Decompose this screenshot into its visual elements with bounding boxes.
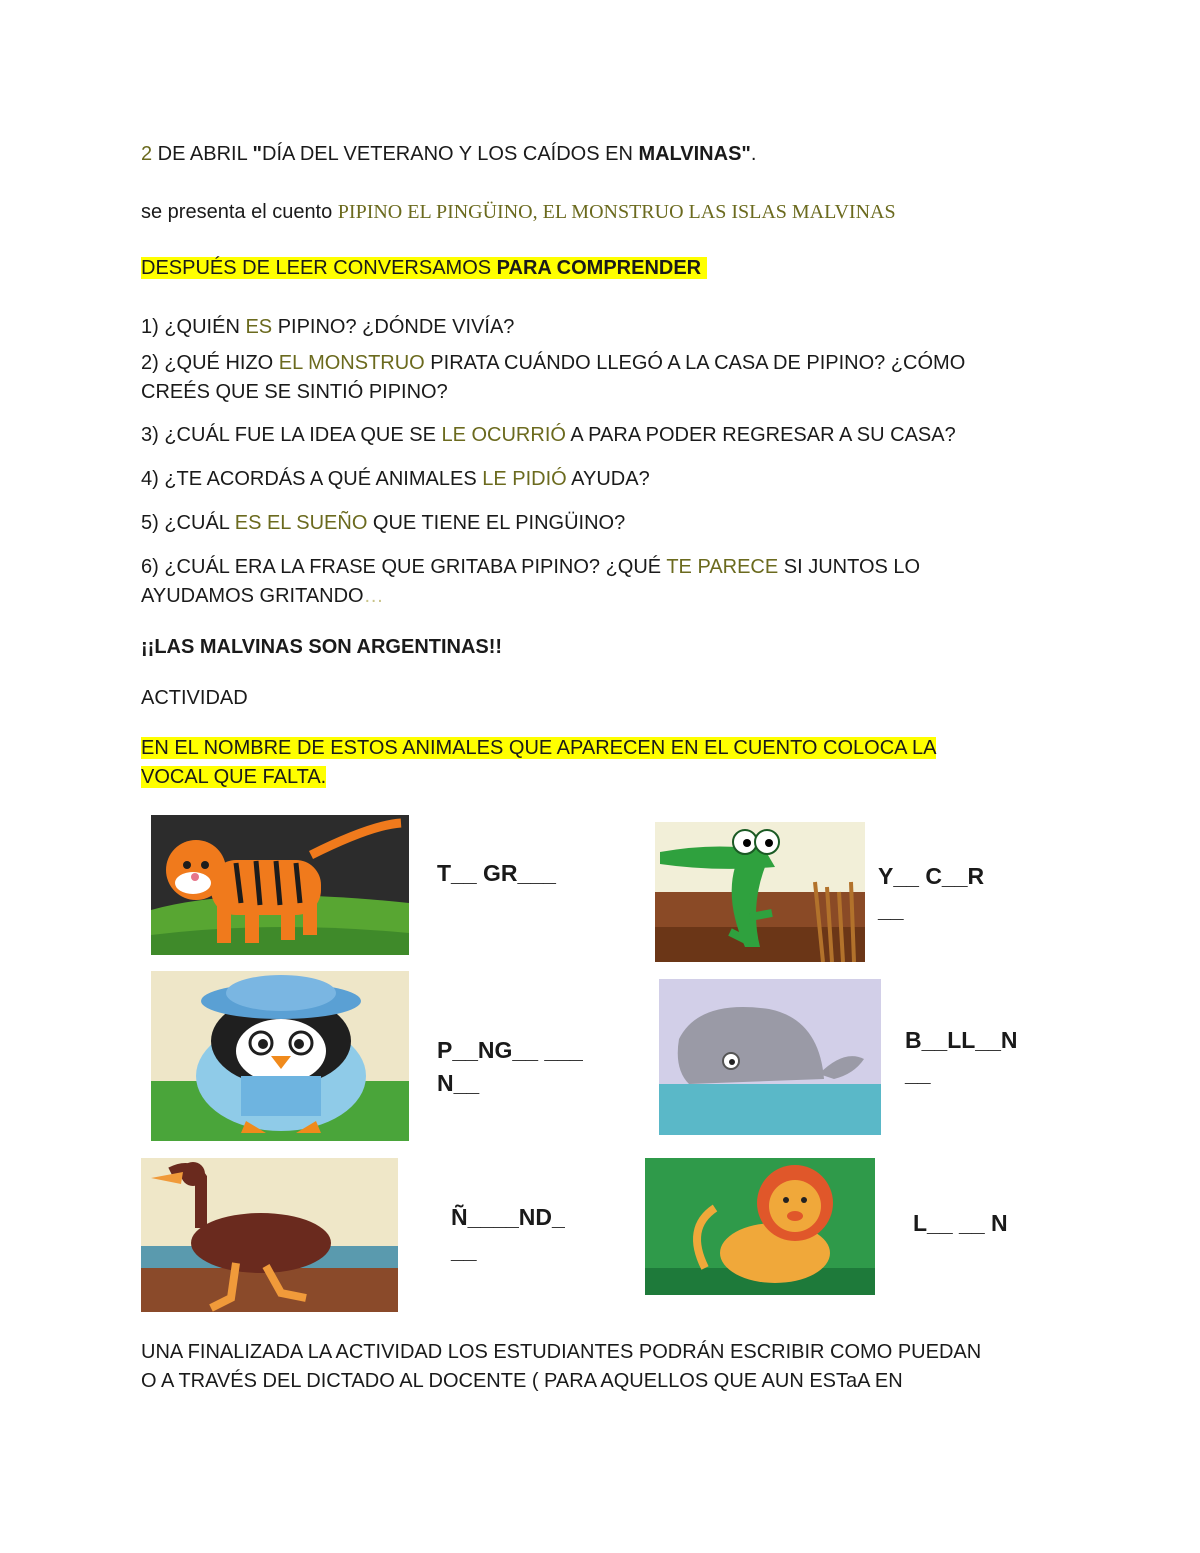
tiger-word: T__ GR___ [437, 860, 556, 886]
question-5: 5) ¿CUÁL ES EL SUEÑO QUE TIENE EL PINGÜINO? [141, 512, 626, 534]
question-2-cont: CREÉS QUE SE SINTIÓ PIPINO? [141, 381, 448, 403]
activity-label: ACTIVIDAD [141, 687, 248, 709]
whale-image [659, 979, 881, 1135]
crocodile-word-line-1: Y__ C__R [878, 863, 985, 889]
instruction-line-1: EN EL NOMBRE DE ESTOS ANIMALES QUE APARECEN EN EL CUENTO COLOCA LA [141, 737, 937, 759]
rhea-word-line-1: Ñ____ND_ [451, 1204, 565, 1230]
question-3: 3) ¿CUÁL FUE LA IDEA QUE SE LE OCURRIÓ A PARA PODER REGRESAR A SU CASA? [141, 424, 956, 446]
closing-line-1: UNA FINALIZADA LA ACTIVIDAD LOS ESTUDIANTES PODRÁN ESCRIBIR COMO PUEDAN [141, 1341, 982, 1363]
penguin-word-line-2: N__ [437, 1070, 480, 1096]
question-2: 2) ¿QUÉ HIZO EL MONSTRUO PIRATA CUÁNDO LLEGÓ A LA CASA DE PIPINO? ¿CÓMO [141, 352, 966, 374]
rhea-word-line-2: __ [451, 1237, 477, 1263]
question-6-cont: AYUDAMOS GRITANDO… [141, 585, 384, 607]
crocodile-image [655, 822, 865, 962]
question-6: 6) ¿CUÁL ERA LA FRASE QUE GRITABA PIPINO? ¿QUÉ TE PARECE SI JUNTOS LO [141, 556, 921, 578]
tiger-image [151, 815, 409, 955]
lion-image [645, 1158, 875, 1295]
section-heading: DESPUÉS DE LEER CONVERSAMOS PARA COMPRENDER [141, 254, 707, 282]
page-title: 2 DE ABRIL "DÍA DEL VETERANO Y LOS CAÍDOS EN MALVINAS". [141, 143, 757, 165]
instruction-line-2: VOCAL QUE FALTA. [141, 766, 327, 788]
whale-word-line-1: B__LL__N [905, 1027, 1018, 1053]
penguin-image [151, 971, 409, 1141]
question-1: 1) ¿QUIÉN ES PIPINO? ¿DÓNDE VIVÍA? [141, 316, 515, 338]
lion-word: L__ __ N [913, 1210, 1008, 1236]
slogan: ¡¡LAS MALVINAS SON ARGENTINAS!! [141, 636, 503, 658]
intro-line: se presenta el cuento PIPINO EL PINGÜINO, EL MONSTRUO LAS ISLAS MALVINAS [141, 201, 896, 223]
rhea-image [141, 1158, 398, 1312]
story-title: PIPINO EL PINGÜINO, EL MONSTRUO LAS ISLAS MALVINAS [337, 201, 896, 223]
closing-line-2: O A TRAVÉS DEL DICTADO AL DOCENTE ( PARA AQUELLOS QUE AUN ESTaA EN [141, 1370, 903, 1392]
crocodile-word-line-2: __ [878, 896, 904, 922]
question-4: 4) ¿TE ACORDÁS A QUÉ ANIMALES LE PIDIÓ AYUDA? [141, 468, 650, 490]
whale-word-line-2: __ [905, 1060, 931, 1086]
penguin-word-line-1: P__NG__ ___ [437, 1037, 583, 1063]
